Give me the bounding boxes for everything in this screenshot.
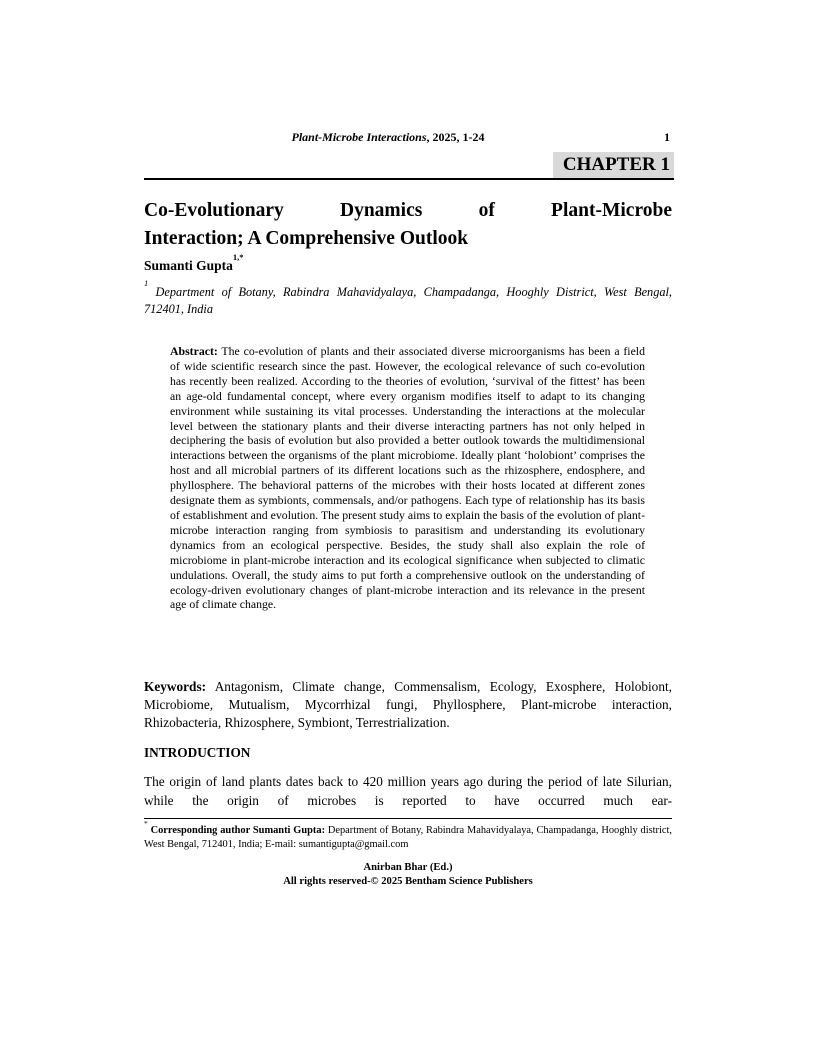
section-heading-introduction: INTRODUCTION xyxy=(144,745,251,760)
page-footer xyxy=(144,861,672,888)
intro-paragraph: The origin of land plants dates back to 420 million years ago during the period of late Silurian, while the origin of microbes is reported to have occurred much ear- xyxy=(144,774,672,808)
journal-citation xyxy=(144,130,672,145)
footer-rights-line: All rights reserved-© 2025 Bentham Science Publishers xyxy=(283,875,533,887)
page-number: 1 xyxy=(664,130,670,144)
journal-issue: , 2025, 1-24 xyxy=(426,130,485,144)
affiliation-superscript: 1 xyxy=(144,277,149,288)
footnote-label: Corresponding author Sumanti Gupta: xyxy=(147,825,326,836)
chapter-badge-row xyxy=(144,152,674,180)
chapter-title xyxy=(144,197,672,253)
journal-name: Plant-Microbe Interactions xyxy=(291,130,427,144)
chapter-title-line-2: Interaction; A Comprehensive Outlook xyxy=(144,228,469,249)
author-superscript: 1,* xyxy=(232,251,244,262)
affiliation xyxy=(144,277,672,318)
abstract xyxy=(170,344,645,612)
footer-editor-line: Anirban Bhar (Ed.) xyxy=(363,862,453,873)
author-line xyxy=(144,251,672,274)
keywords-label: Keywords: xyxy=(144,679,207,694)
footnote-text: Department of Botany, Rabindra Mahavidyalaya, Champadanga, Hooghly district, West Bengal, 712401, India; E-mail: sumantigupta@gmail.com xyxy=(144,825,673,850)
keywords xyxy=(144,678,672,732)
chapter-badge: CHAPTER 1 xyxy=(553,152,674,178)
footnote-marker: * xyxy=(144,818,148,828)
affiliation-text: Department of Botany, Rabindra Mahavidyalaya, Champadanga, Hooghly District, West Bengal, 712401, India xyxy=(144,285,672,316)
running-header xyxy=(144,130,672,145)
abstract-label: Abstract: xyxy=(170,344,218,358)
chapter-title-line-1: Co-Evolutionary Dynamics of Plant-Microbe xyxy=(144,200,672,221)
abstract-text: The co-evolution of plants and their associated diverse microorganisms has been a field of wide scientific research since the past. However, the ecological relevance of such co-evolution has recently been realized. According to the theories of evolution, ‘survival of the fittest’ has been an age-old fundamental concept, where every organism modifies itself to adapt to its changing environment while sustaining its vital processes. Understanding the interactions at the molecular level between the stationary plants and their diverse interacting partners has not only helped in deciphering the basis of evolution but also provided a better outlook towards the multidimensional interactions between the organisms of the plant microbiome. Ideally plant ‘holobiont’ comprises the host and all microbial partners of its different locations such as the rhizosphere, endosphere, and phyllosphere. The behavioral patterns of the microbes with their hosts located at different zones designate them as symbionts, commensals, and/or pathogens. Each type of relationship has its basis of establishment and evolution. The present study aims to explain the basis of the evolution of plant-microbe interaction ranging from symbiosis to parasitism and understanding its evolutionary dynamics from an ecological perspective. Besides, the study shall also explain the role of microbiome in plant-microbe interaction and its ecological significance when subjected to climatic undulations. Overall, the study aims to put forth a comprehensive outlook on the understanding of ecology-driven evolutionary changes of plant-microbe interaction and its relevance in the present age of climate change. xyxy=(170,344,645,612)
corresponding-author-footnote xyxy=(144,818,672,851)
keywords-text: Antagonism, Climate change, Commensalism, Ecology, Exosphere, Holobiont, Microbiome, Mutualism, Mycorrhizal fungi, Phyllosphere, Plant-microbe interaction, Rhizobacteria, Rhizosphere, Symbiont, Terrestrialization. xyxy=(144,679,672,730)
author-name: Sumanti Gupta xyxy=(144,258,233,273)
